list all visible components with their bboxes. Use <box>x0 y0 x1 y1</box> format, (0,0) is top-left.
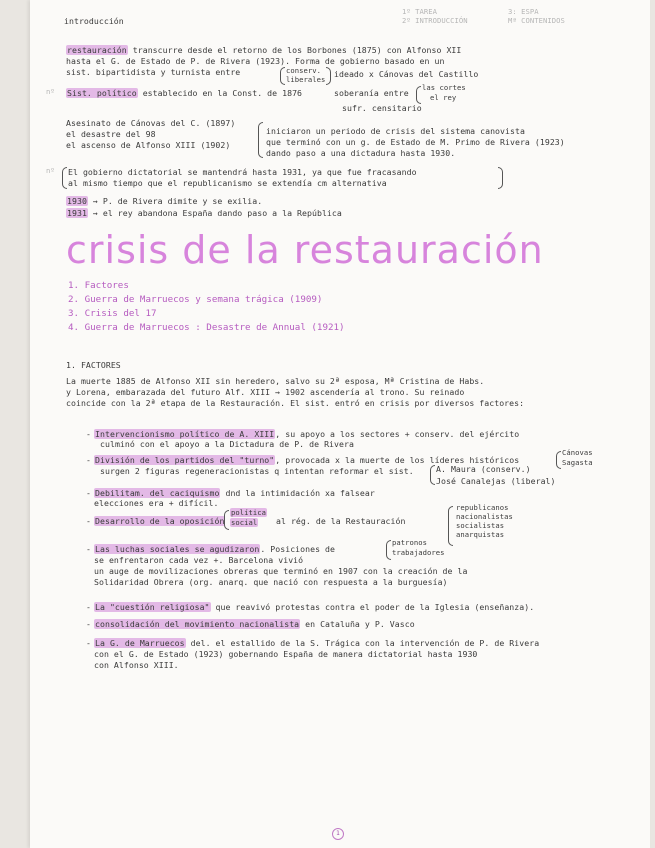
intro-line-4: Sist. político establecido en la Const. de 1876 <box>67 88 303 98</box>
factores-line-2: y Lorena, embarazada del futuro Alf. XIII → 1902 ascendería al trono. Su reinado <box>66 387 465 397</box>
bullet-oposicion: Desarrollo de la oposición <box>95 516 225 526</box>
bullet-caciquismo: Debilitam. del caciquismo dnd la intimidación xa falsear <box>95 488 375 498</box>
bullet-religiosa: La "cuestión religiosa" que reavivó protestas contra el poder de la Iglesia (enseñanza). <box>95 602 535 612</box>
bullet-sagasta: Sagasta <box>562 458 593 467</box>
intro-line-2: hasta el G. de Estado de P. de Rivera (1923). Forma de gobierno basado en un <box>66 56 445 66</box>
toc-item: 1. Factores <box>68 280 129 291</box>
intro-asesinato: Asesinato de Cánovas del C. (1897) <box>66 118 236 128</box>
intro-line-1: restauración transcurre desde el retorno de los Borbones (1875) con Alfonso XII <box>67 45 462 55</box>
brace <box>498 167 503 189</box>
intro-soberania: soberanía entre <box>334 88 409 98</box>
bullet-marruecos: La G. de Marruecos del. el estallido de la S. Trágica con la intervención de P. de Rivera <box>95 638 540 648</box>
intro-1930: 1930 → P. de Rivera dimite y se exilia. <box>67 196 263 206</box>
bullet-luchas-4: Solidaridad Obrera (org. anarq. que nació con respuesta a la burguesía) <box>94 577 448 587</box>
bullet-dash: - <box>86 619 91 629</box>
corner-note-3: 2º INTRODUCCIÓN <box>402 16 468 25</box>
factores-line-3: coincide con la 2ª etapa de la Restauración. El sist. entró en crisis por diversos factores: <box>66 398 525 408</box>
bullet-dash: - <box>86 544 91 554</box>
bullet-dash: - <box>86 638 91 648</box>
intro-line-3: sist. bipartidista y turnista entre <box>66 67 241 77</box>
brace <box>448 506 453 546</box>
bullet-luchas-2: se enfrentaron cada vez +. Barcelona vivió <box>94 555 304 565</box>
bullet-socialistas: socialistas <box>456 521 505 530</box>
bullet-dash: - <box>86 516 91 526</box>
intro-ascenso: el ascenso de Alfonso XIII (1902) <box>66 140 231 150</box>
brace <box>556 451 561 469</box>
bullet-canovas: Cánovas <box>562 448 593 457</box>
bullet-dash: - <box>86 455 91 465</box>
intro-sufragio: sufr. censitario <box>342 103 422 113</box>
brace <box>62 167 67 189</box>
bullet-intervencionismo: Intervencionismo político de A. XIII, su apoyo a los sectores + conserv. del ejército <box>95 429 520 439</box>
corner-note-1: 1º TAREA <box>402 7 438 16</box>
bullet-marruecos-2: con el G. de Estado (1923) gobernando España de manera dictatorial hasta 1930 <box>94 649 478 659</box>
bullet-oposicion-cont: al rég. de la Restauración <box>276 516 406 526</box>
bullet-luchas-3: un auge de movilizaciones obreras que terminó en 1907 con la creación de la <box>94 566 468 576</box>
bullet-maura: A. Maura (conserv.) <box>436 464 531 474</box>
bullet-luchas: Las luchas sociales se agudizaron. Posiciones de <box>95 544 336 554</box>
brace <box>224 510 229 530</box>
intro-conserv: conserv. <box>286 66 322 75</box>
intro-desastre: el desastre del 98 <box>66 129 156 139</box>
bullet-caciquismo-cont: elecciones era + difícil. <box>94 498 219 508</box>
bullet-nacionalismo: consolidación del movimiento nacionalista en Cataluña y P. Vasco <box>95 619 415 629</box>
bullet-division: División de los partidos del "turno", provocada x la muerte de los líderes históricos <box>95 455 520 465</box>
bullet-dash: - <box>86 602 91 612</box>
section-label: introducción <box>64 16 124 26</box>
intro-rey: el rey <box>430 93 457 102</box>
bullet-patronos: patronos <box>392 538 428 547</box>
brace <box>386 540 391 560</box>
section-heading: 1. FACTORES <box>66 360 121 370</box>
bullet-trabajadores: trabajadores <box>392 548 445 557</box>
bullet-anarquistas: anarquistas <box>456 530 505 539</box>
bullet-dash: - <box>86 488 91 498</box>
toc-item: 3. Crisis del 17 <box>68 308 157 319</box>
notebook-page <box>30 0 650 848</box>
margin-mark: nº <box>46 166 55 175</box>
toc-item: 4. Guerra de Marruecos : Desastre de Annual (1921) <box>68 322 345 333</box>
brace <box>416 86 421 104</box>
intro-republicanismo: al mismo tiempo que el republicanismo se extendía cm alternativa <box>68 178 387 188</box>
margin-mark: nº <box>46 87 55 96</box>
corner-note-2: 3: ESPA <box>508 7 539 16</box>
page-number: 1 <box>332 828 344 840</box>
bullet-republicanos: republicanos <box>456 503 509 512</box>
brace <box>258 122 263 158</box>
intro-iniciaron: iniciaron un periodo de crisis del sistema canovista <box>266 126 525 136</box>
bullet-nacionalistas: nacionalistas <box>456 512 513 521</box>
intro-cortes: las cortes <box>422 83 466 92</box>
factores-line-1: La muerte 1885 de Alfonso XII sin heredero, salvo su 2ª esposa, Mª Cristina de Habs. <box>66 376 485 386</box>
intro-termino: que terminó con un g. de Estado de M. Primo de Rivera (1923) <box>266 137 565 147</box>
intro-1931: 1931 → el rey abandona España dando paso a la República <box>67 208 342 218</box>
bullet-dash: - <box>86 429 91 439</box>
brace <box>280 67 285 85</box>
toc-item: 2. Guerra de Marruecos y semana trágica (1909) <box>68 294 323 305</box>
bullet-politica: política <box>231 508 267 517</box>
intro-ideado: ideado x Cánovas del Castillo <box>334 69 479 79</box>
bullet-division-cont: surgen 2 figuras regeneracionistas q intentan reformar el sist. <box>100 466 414 476</box>
bullet-canalejas: José Canalejas (liberal) <box>436 476 556 486</box>
corner-note-4: Mª CONTENIDOS <box>508 16 565 25</box>
brace <box>430 465 435 485</box>
bullet-marruecos-3: con Alfonso XIII. <box>94 660 179 670</box>
intro-dictadura: dando paso a una dictadura hasta 1930. <box>266 148 456 158</box>
intro-liberales: liberales <box>286 75 326 84</box>
intro-gobierno: El gobierno dictatorial se mantendrá hasta 1931, ya que fue fracasando <box>68 167 417 177</box>
bullet-intervencionismo-cont: culminó con el apoyo a la Dictadura de P. de Rivera <box>100 439 354 449</box>
brace <box>326 67 331 85</box>
bullet-social: social <box>231 518 258 527</box>
page-title: crisis de la restauración <box>66 228 544 272</box>
